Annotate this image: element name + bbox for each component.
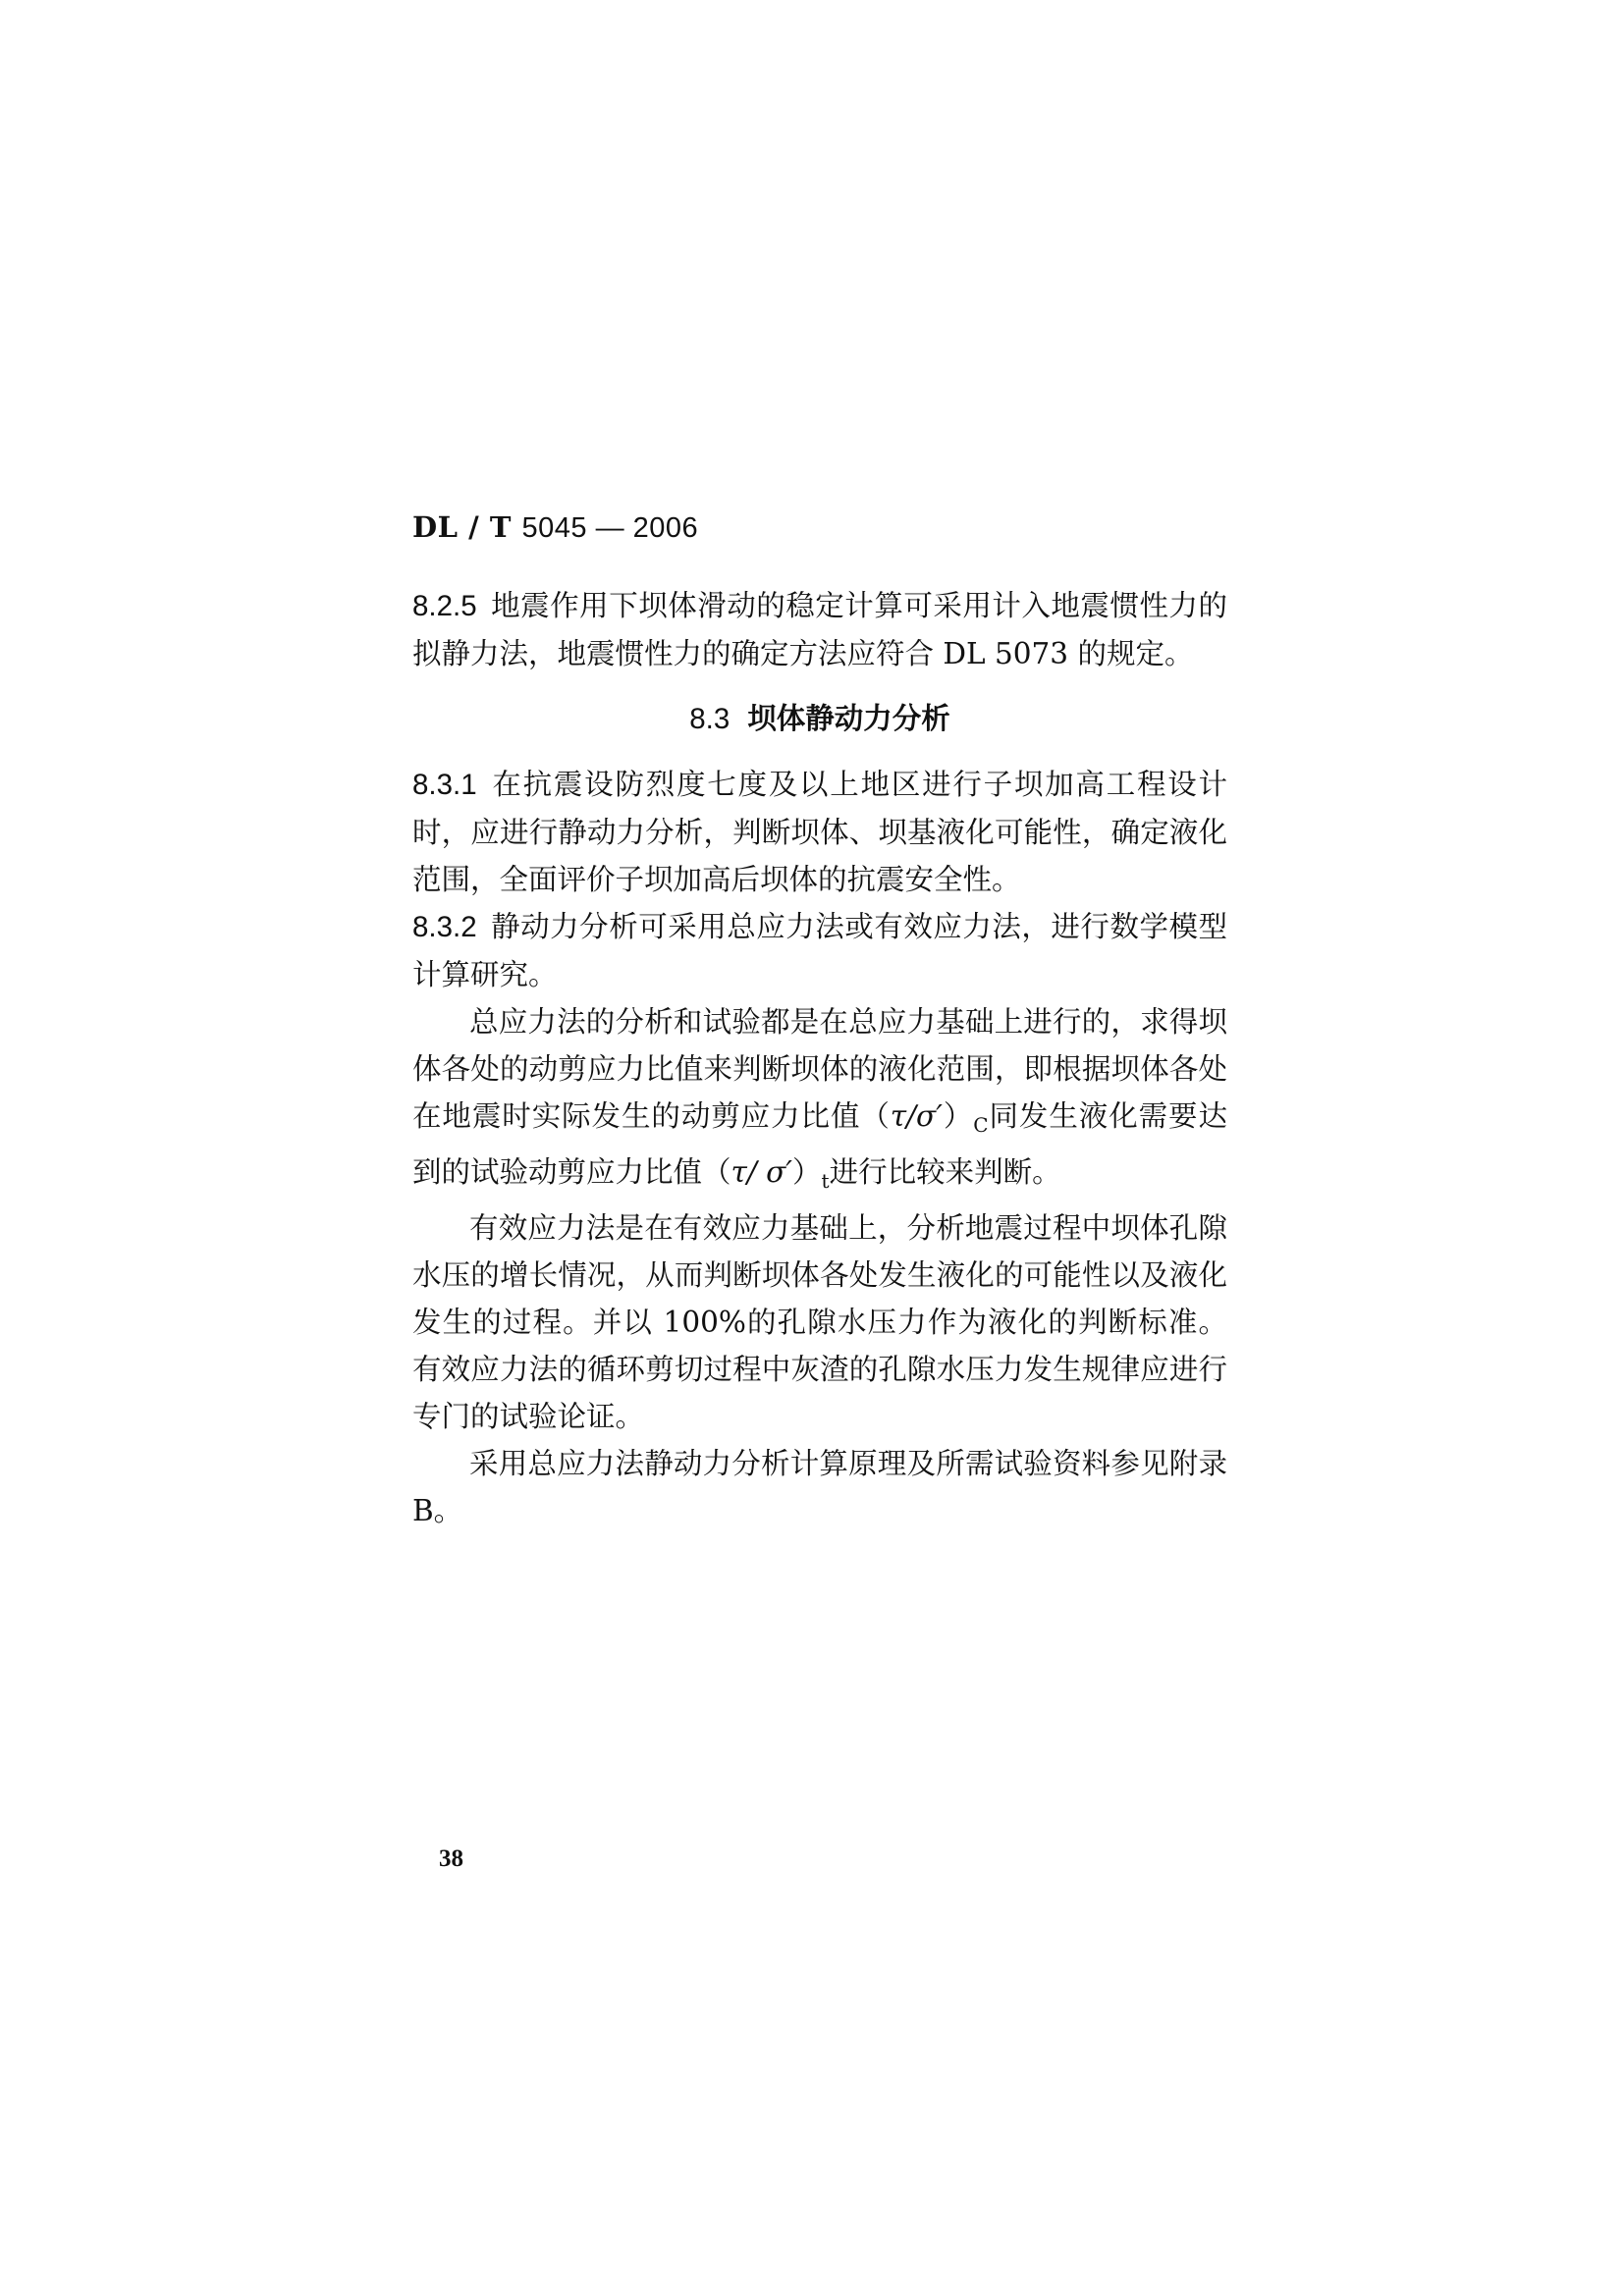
- stress-ratio-t: τ/ σ′: [730, 1155, 792, 1189]
- clause-number: 8.2.5: [412, 590, 477, 622]
- standard-prefix: DL / T: [412, 510, 512, 544]
- subscript-c: C: [973, 1113, 989, 1137]
- paragraph-text: 同发生液化需要达到的试验动剪应力比值（: [412, 1099, 1227, 1189]
- paragraph-text: 采用总应力法静动力分析计算原理及所需试验资料参见附录 B。: [412, 1447, 1227, 1527]
- clause-text: 地震作用下坝体滑动的稳定计算可采用计入地震惯性力的拟静力法，地震惯性力的确定方法应符合 DL 5073 的规定。: [412, 589, 1227, 670]
- clause-number: 8.3.2: [412, 911, 477, 943]
- section-title: [412, 695, 1227, 743]
- close-paren: ）: [942, 1099, 974, 1133]
- clause-number: 8.3.1: [412, 769, 477, 801]
- paragraph-effective-stress: [412, 1204, 1227, 1440]
- clause-text: 在抗震设防烈度七度及以上地区进行子坝加高工程设计时，应进行静动力分析，判断坝体、坝基液化可能性，确定液化范围，全面评价子坝加高后坝体的抗震安全性。: [412, 768, 1227, 896]
- clause-text: 静动力分析可采用总应力法或有效应力法，进行数学模型计算研究。: [412, 910, 1227, 991]
- section-number: 8.3: [689, 703, 730, 735]
- document-page: [412, 510, 1227, 1534]
- paragraph-total-stress: [412, 998, 1227, 1204]
- paragraph-text: 有效应力法是在有效应力基础上，分析地震过程中坝体孔隙水压的增长情况，从而判断坝体各处发生液化的可能性以及液化发生的过程。并以 100%的孔隙水压力作为液化的判断标准。有效应力法的循环剪切过程中灰渣的孔隙水压力发生规律应进行专门的试验论证。: [412, 1211, 1227, 1433]
- paragraph-text: 总应力法的分析和试验都是在总应力基础上进行的，求得坝体各处的动剪应力比值来判断坝体的液化范围，即根据坝体各处在地震时实际发生的动剪应力比值（: [412, 1005, 1227, 1133]
- subscript-t: t: [821, 1169, 830, 1193]
- clause-8-3-2: [412, 903, 1227, 998]
- clause-8-2-5: [412, 582, 1227, 677]
- clause-8-3-1: [412, 761, 1227, 903]
- standard-header: [412, 510, 1227, 545]
- stress-ratio-c: τ/σ′: [890, 1099, 943, 1133]
- page-number: 38: [439, 1845, 463, 1872]
- close-paren: ）: [792, 1155, 822, 1189]
- standard-code: 5045 — 2006: [521, 512, 699, 544]
- paragraph-appendix-reference: [412, 1440, 1227, 1534]
- paragraph-text: 进行比较来判断。: [829, 1155, 1061, 1189]
- section-heading: 坝体静动力分析: [747, 702, 950, 735]
